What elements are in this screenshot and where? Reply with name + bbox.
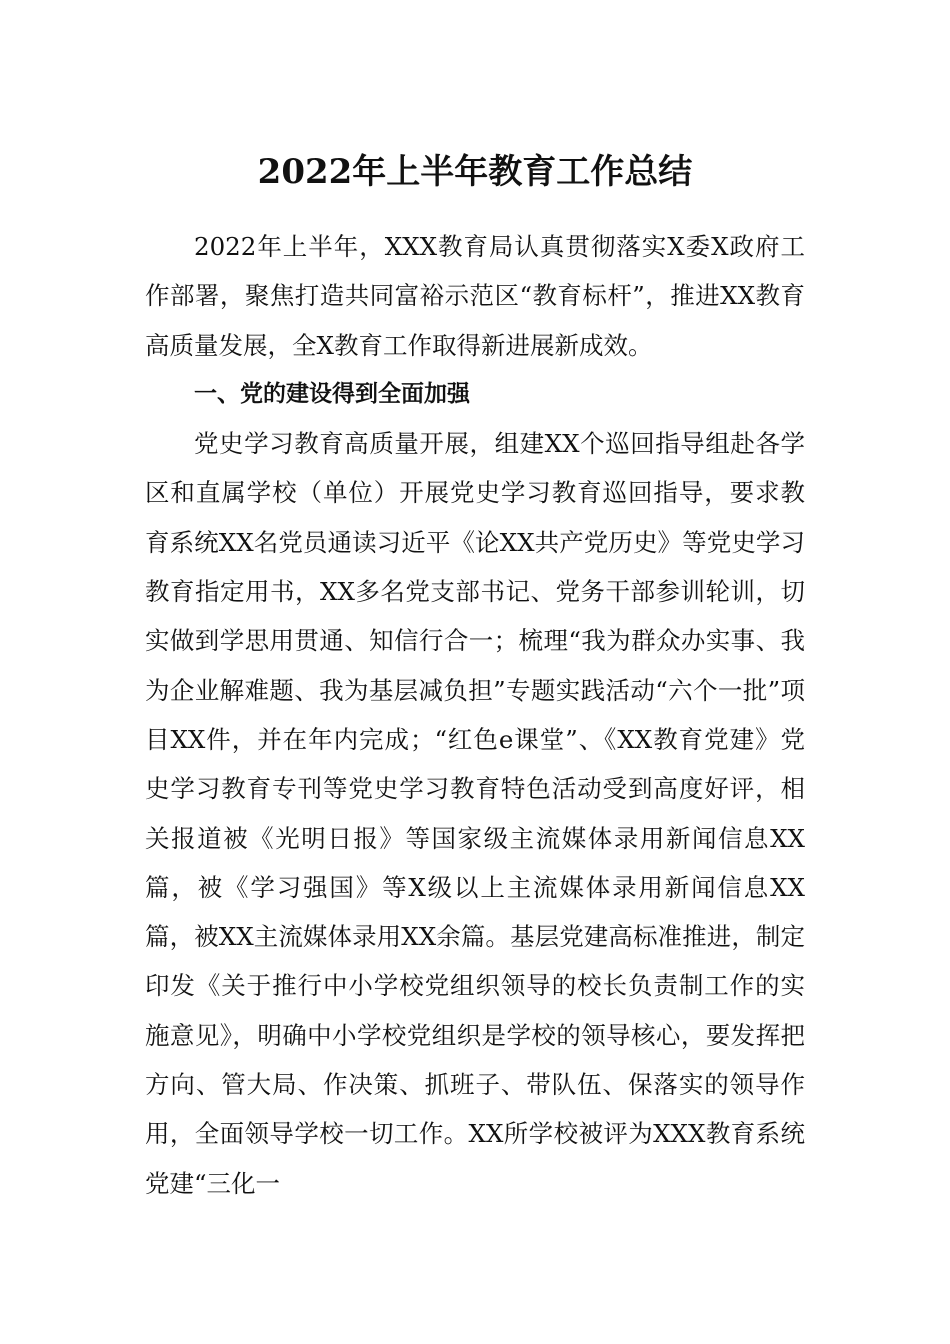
document-title: 2022年上半年教育工作总结 [257, 152, 693, 192]
document-body [145, 222, 805, 1208]
intro-paragraph: 2022年上半年，XXX教育局认真贯彻落实X委X政府工作部署，聚焦打造共同富裕示范区“教育标杆”，推进XX教育高质量发展，全X教育工作取得新进展新成效。 [145, 232, 805, 360]
section-heading-party-building: 一、党的建设得到全面加强 [194, 380, 470, 407]
section-paragraph-party-building: 党史学习教育高质量开展，组建XX个巡回指导组赴各学区和直属学校（单位）开展党史学习教育巡回指导，要求教育系统XX名党员通读习近平《论XX共产党历史》等党史学习教育指定用书，XX多名党支部书记、党务干部参训轮训，切实做到学思用贯通、知信行合一；梳理“我为群众办实事、我为企业解难题、我为基层减负担”专题实践活动“六个一批”项目XX件，并在年内完成；“红色e课堂”、《XX教育党建》党史学习教育专刊等党史学习教育特色活动受到高度好评，相关报道被《光明日报》等国家级主流媒体录用新闻信息XX篇，被《学习强国》等X级以上主流媒体录用新闻信息XX篇，被XX主流媒体录用XX余篇。基层党建高标准推进，制定印发《关于推行中小学校党组织领导的校长负责制工作的实施意见》，明确中小学校党组织是学校的领导核心，要发挥把方向、管大局、作决策、抓班子、带队伍、保落实的领导作用，全面领导学校一切工作。XX所学校被评为XXX教育系统党建“三化一 [145, 429, 805, 1198]
